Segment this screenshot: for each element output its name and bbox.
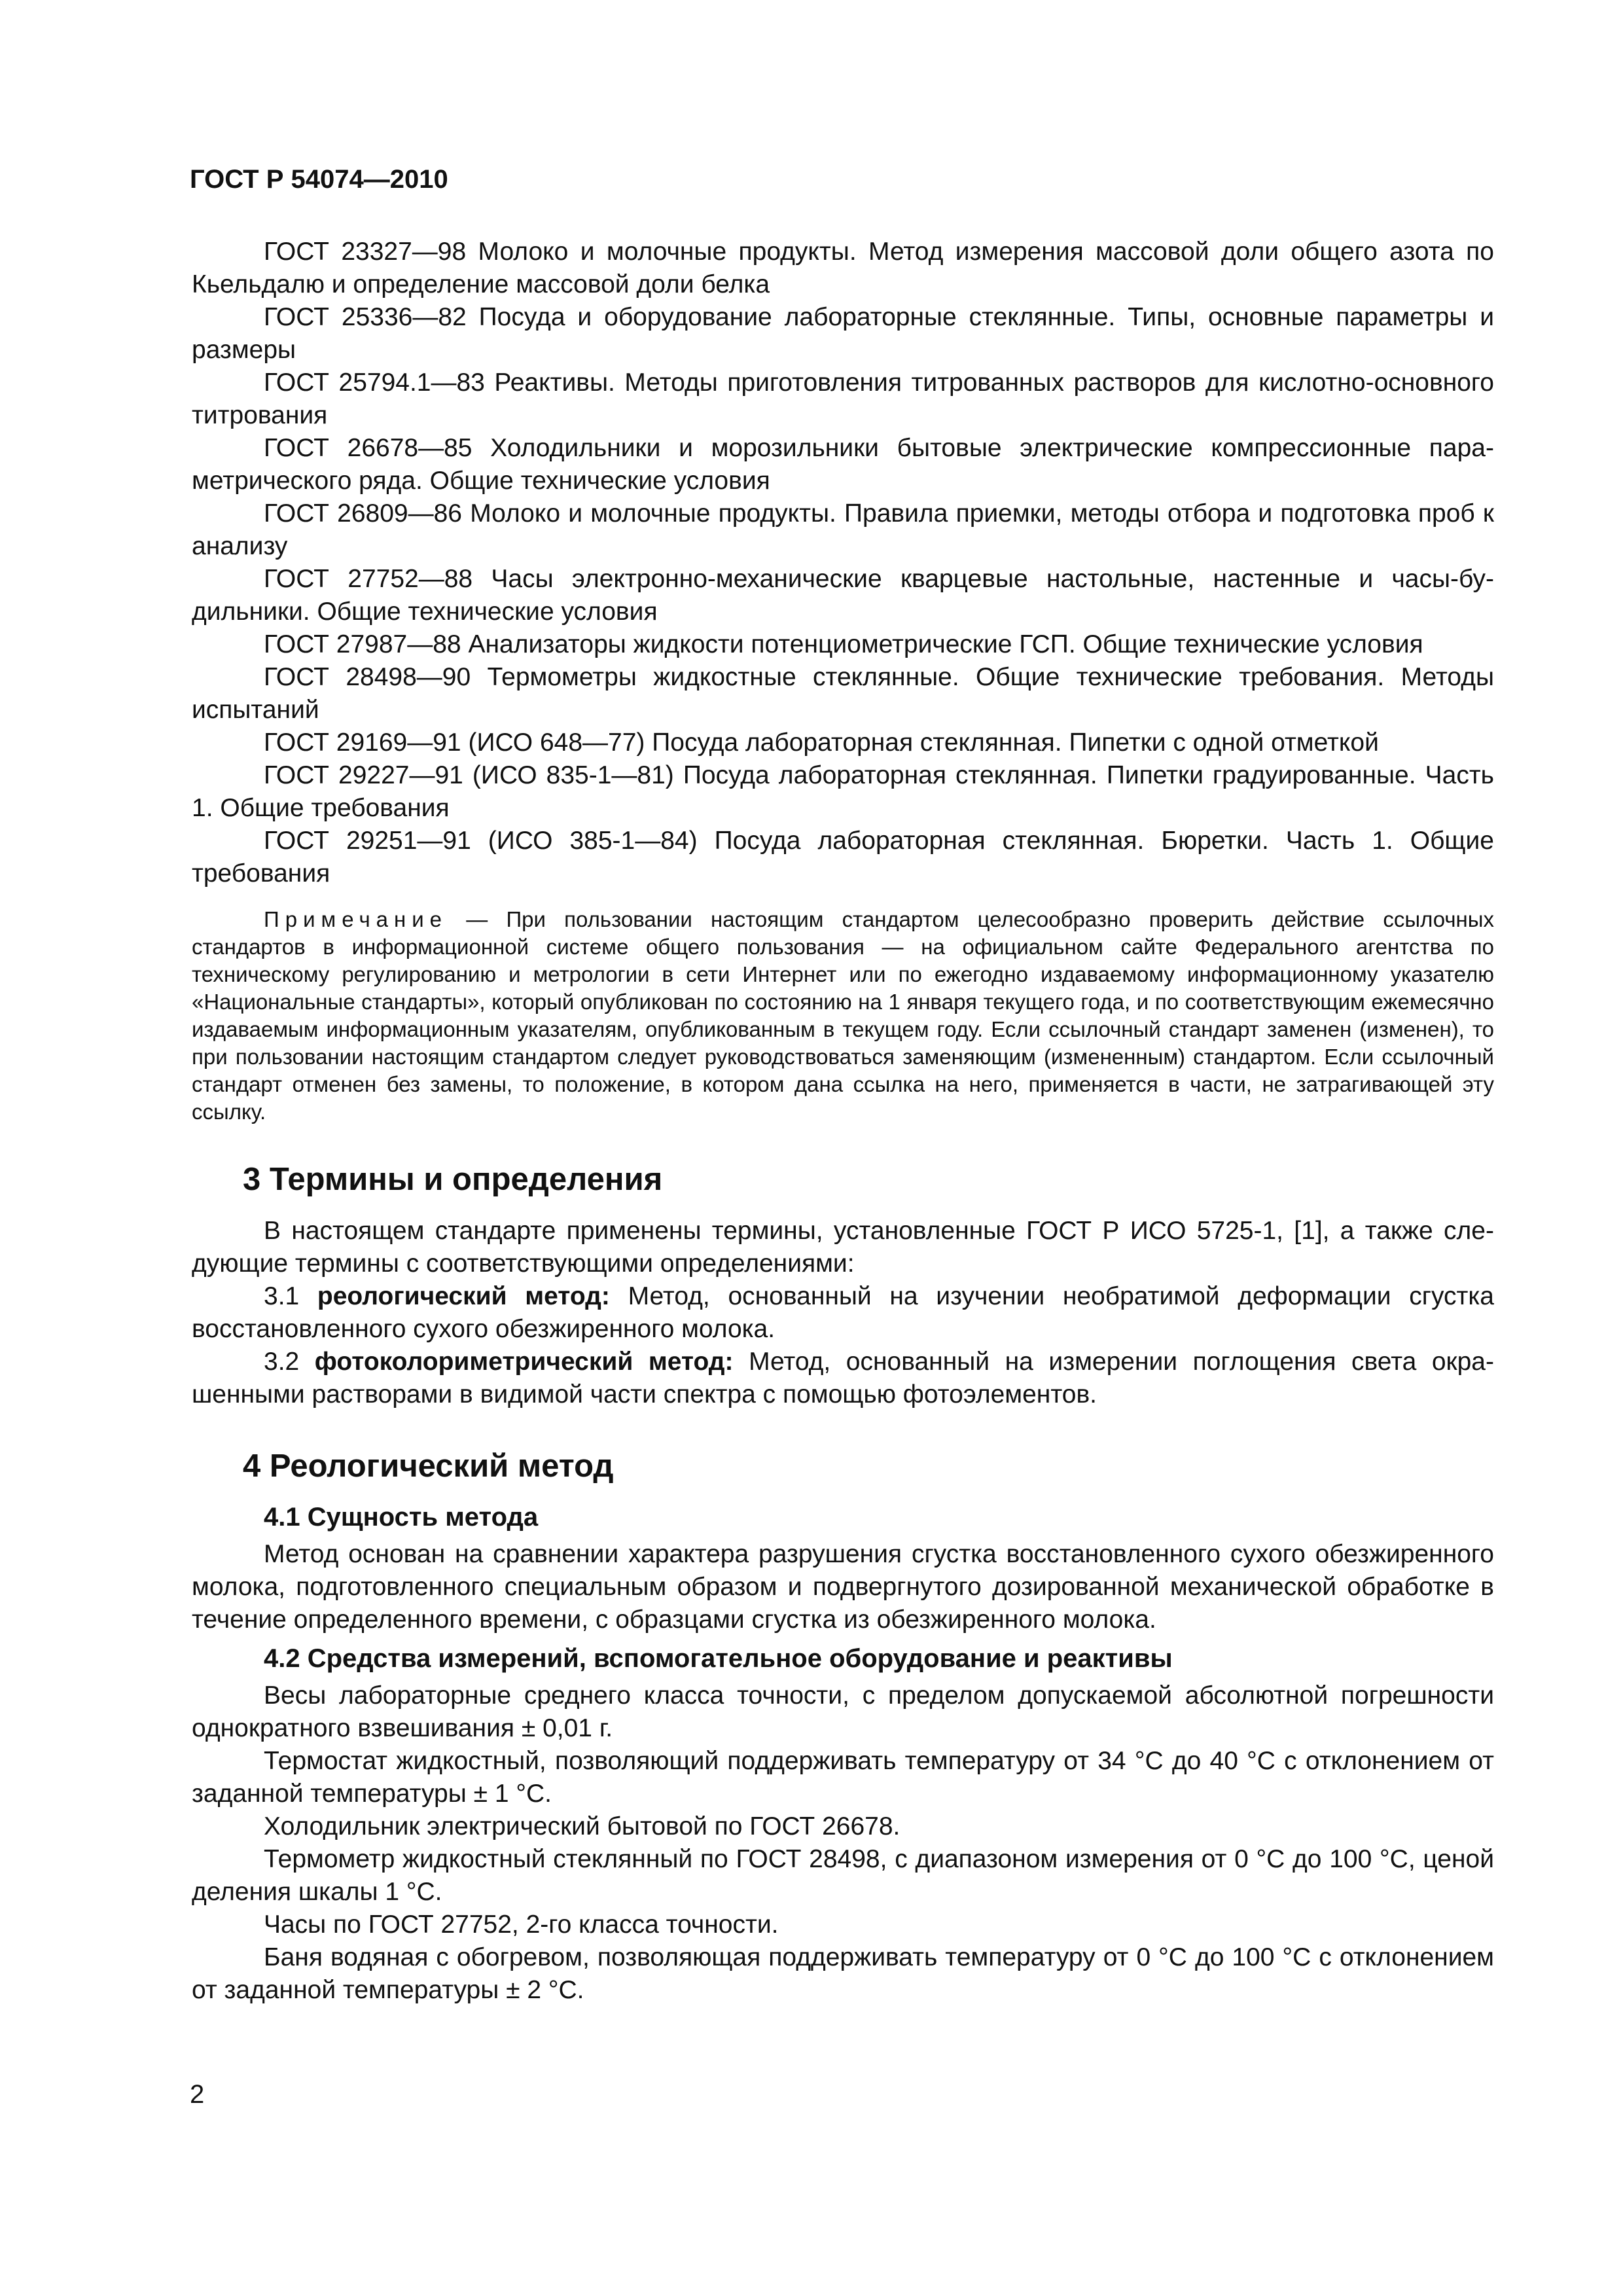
equipment-item: Весы лабораторные среднего класса точности, с пределом допускаемой абсолютной погрешности однократного взвешивания ± 0,01 г. [192,1681,1494,1742]
note-block [192,906,1494,1126]
note-label: Примечание [264,907,448,931]
term-definition [192,1280,1494,1346]
reference-item: ГОСТ 27752—88 Часы электронно-механические кварцевые настольные, настенные и часы-будильники. Общие технические условия [192,565,1494,626]
reference-item: ГОСТ 29251—91 (ИСО 385-1—84) Посуда лабораторная стеклянная. Бюретки. Часть 1. Общие требования [192,827,1494,888]
equipment-item: Термометр жидкостный стеклянный по ГОСТ 28498, с диапазоном измерения от 0 °С до 100 °С, ценой деления шкалы 1 °С. [192,1845,1494,1906]
standard-code-header: ГОСТ Р 54074—2010 [190,165,448,194]
reference-item: ГОСТ 28498—90 Термометры жидкостные стеклянные. Общие технические требования. Методы испытаний [192,663,1494,724]
reference-item: ГОСТ 26678—85 Холодильники и морозильники бытовые электрические компрессионные параметрического ряда. Общие технические условия [192,434,1494,495]
normative-references-list [192,236,1494,2007]
section-3-heading: 3 Термины и определения [243,1162,663,1197]
page-number: 2 [190,2080,205,2109]
term-definition-text: Метод, основанный на измерении поглощения света окрашенными растворами в видимой части спектра с помощью фотоэлементов. [192,1348,1494,1408]
subsection-4-1-text: Метод основан на сравнении характера разрушения сгустка восстановленного сухого обезжиренного молока, подготовленного специальным образом и подвергнутого дозированной механической обработке в течение определенного времени, с образцами сгустка из обезжиренного молока. [192,1540,1494,1634]
term-definition-text: Метод, основанный на изучении необратимой деформации сгустка восстановленного сухого обезжиренного молока. [192,1282,1494,1343]
reference-item: ГОСТ 26809—86 Молоко и молочные продукты. Правила приемки, методы отбора и подготовка проб к анализу [192,499,1494,560]
equipment-item: Холодильник электрический бытовой по ГОСТ 26678. [264,1812,901,1840]
term-name: фотоколориметрический метод: [314,1348,734,1376]
note-paragraph [192,906,1494,1126]
reference-item: ГОСТ 23327—98 Молоко и молочные продукты. Метод измерения массовой доли общего азота по Кьельдалю и определение массовой доли белка [192,238,1494,298]
term-number: 3.2 [264,1348,315,1376]
equipment-item: Термостат жидкостный, позволяющий поддерживать температуру от 34 °С до 40 °С с отклонением от заданной температуры ± 1 °С. [192,1747,1494,1808]
equipment-item: Баня водяная с обогревом, позволяющая поддерживать температуру от 0 °С до 100 °С с отклонением от заданной температуры ± 2 °С. [192,1943,1494,2004]
term-name: реологический метод: [317,1282,610,1310]
subsection-4-2-heading: 4.2 Средства измерений, вспомогательное оборудование и реактивы [264,1644,1173,1673]
note-text: — При пользовании настоящим стандартом целесообразно проверить действие ссылочных стандартов в информационной системе общего пользования — на официальном сайте Федерального агентства по техническому регулированию и метрологии в сети Интернет или по ежегодно издаваемому информационному указателю «Национальные стандарты», который опубликован по состоянию на 1 января текущего года, и по соответствующим ежемесячно издаваемым информационным указателям, опубликованным в текущем году. Если ссылочный стандарт заменен (изменен), то при пользовании настоящим стандартом следует руководствоваться заменяющим (измененным) стандартом. Если ссылочный стандарт отменен без замены, то положение, в котором дана ссылка на него, применяется в части, не затрагивающей эту ссылку. [192,907,1494,1124]
section-4-heading: 4 Реологический метод [243,1448,614,1484]
term-number: 3.1 [264,1282,317,1310]
reference-item: ГОСТ 29169—91 (ИСО 648—77) Посуда лабораторная стеклянная. Пипетки с одной отметкой [264,728,1379,757]
subsection-4-1-heading: 4.1 Сущность метода [264,1503,539,1532]
section-3-intro: В настоящем стандарте применены термины, установленные ГОСТ Р ИСО 5725-1, [1], а также следующие термины с соответствующими определениями: [192,1217,1494,1278]
equipment-item: Часы по ГОСТ 27752, 2-го класса точности. [264,1910,779,1939]
reference-item: ГОСТ 29227—91 (ИСО 835-1—81) Посуда лабораторная стеклянная. Пипетки градуированные. Часть 1. Общие требования [192,761,1494,822]
term-definition [192,1346,1494,1411]
reference-item: ГОСТ 25336—82 Посуда и оборудование лабораторные стеклянные. Типы, основные параметры и размеры [192,303,1494,364]
reference-item: ГОСТ 25794.1—83 Реактивы. Методы приготовления титрованных растворов для кислотно-основного титрования [192,368,1494,429]
reference-item: ГОСТ 27987—88 Анализаторы жидкости потенциометрические ГСП. Общие технические условия [264,630,1423,658]
